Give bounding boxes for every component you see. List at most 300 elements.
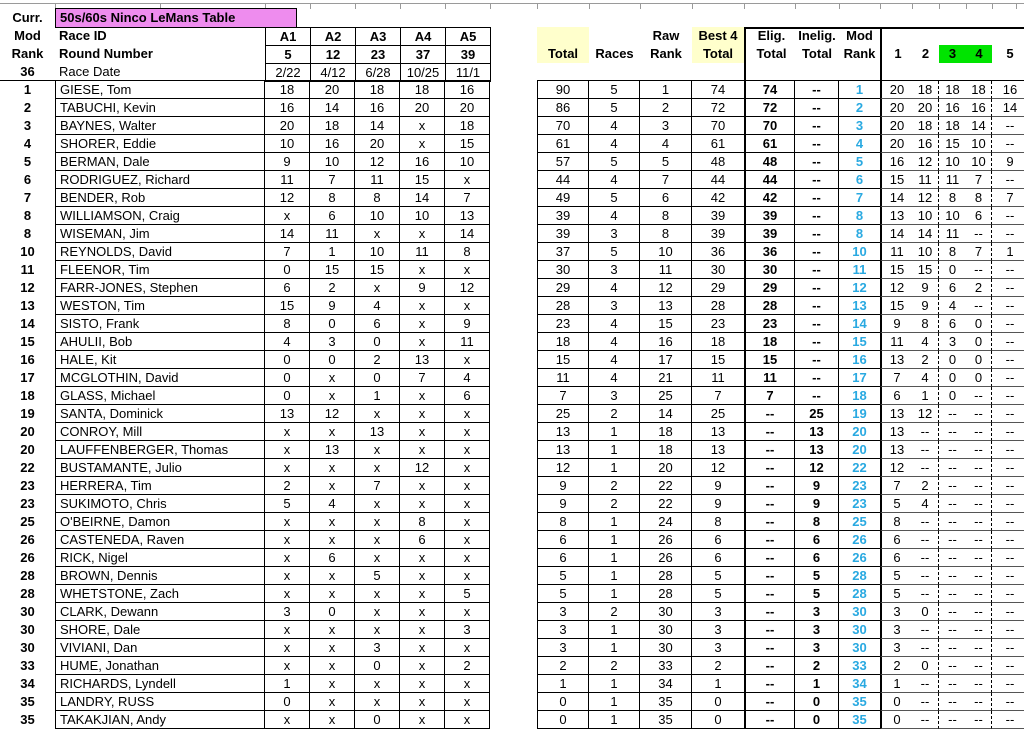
cell-race-score-a5[interactable]: 3 bbox=[445, 621, 490, 639]
cell-sorted-2[interactable]: 11 bbox=[912, 171, 939, 189]
cell-sorted-5[interactable]: -- bbox=[992, 315, 1024, 333]
cell-race-score-a1[interactable]: 20 bbox=[265, 117, 310, 135]
cell-race-score-a4[interactable]: x bbox=[400, 549, 445, 567]
cell-racer-name[interactable]: TAKAKJIAN, Andy bbox=[55, 711, 265, 729]
cell-sorted-5[interactable]: -- bbox=[992, 171, 1024, 189]
cell-sorted-5[interactable]: -- bbox=[992, 135, 1024, 153]
cell-sorted-4[interactable]: 16 bbox=[966, 99, 992, 117]
cell-racer-name[interactable]: MCGLOTHIN, David bbox=[55, 369, 265, 387]
cell-racer-name[interactable]: CLARK, Dewann bbox=[55, 603, 265, 621]
cell-inelig-total[interactable]: 5 bbox=[795, 585, 839, 603]
cell-racer-name[interactable]: WHETSTONE, Zach bbox=[55, 585, 265, 603]
cell-sorted-2[interactable]: 0 bbox=[912, 603, 939, 621]
cell-race-score-a4[interactable]: 18 bbox=[400, 81, 445, 99]
cell-elig-total[interactable]: 74 bbox=[744, 81, 795, 99]
cell-race-score-a4[interactable]: x bbox=[400, 387, 445, 405]
cell-raw-rank[interactable]: 13 bbox=[640, 297, 692, 315]
cell-elig-total[interactable]: -- bbox=[744, 711, 795, 729]
cell-race-score-a3[interactable]: 0 bbox=[355, 711, 400, 729]
cell-race-score-a3[interactable]: x bbox=[355, 441, 400, 459]
cell-race-score-a1[interactable]: 12 bbox=[265, 189, 310, 207]
cell-sorted-4[interactable]: -- bbox=[966, 711, 992, 729]
cell-race-score-a1[interactable]: x bbox=[265, 567, 310, 585]
cell-race-score-a5[interactable]: x bbox=[445, 261, 490, 279]
cell-total[interactable]: 25 bbox=[537, 405, 589, 423]
cell-best4-total[interactable]: 48 bbox=[692, 153, 744, 171]
cell-best4-total[interactable]: 29 bbox=[692, 279, 744, 297]
cell-sorted-4[interactable]: 6 bbox=[966, 207, 992, 225]
cell-best4-total[interactable]: 15 bbox=[692, 351, 744, 369]
cell-race-score-a3[interactable]: 15 bbox=[355, 261, 400, 279]
cell-sorted-2[interactable]: -- bbox=[912, 423, 939, 441]
cell-elig-total[interactable]: -- bbox=[744, 657, 795, 675]
cell-race-score-a4[interactable]: 15 bbox=[400, 171, 445, 189]
cell-raw-rank[interactable]: 28 bbox=[640, 585, 692, 603]
cell-total[interactable]: 7 bbox=[537, 387, 589, 405]
cell-sorted-5[interactable]: -- bbox=[992, 675, 1024, 693]
cell-sorted-5[interactable]: 14 bbox=[992, 99, 1024, 117]
cell-sorted-2[interactable]: -- bbox=[912, 513, 939, 531]
cell-race-score-a5[interactable]: 10 bbox=[445, 153, 490, 171]
cell-sorted-3[interactable]: 0 bbox=[939, 369, 966, 387]
cell-sorted-5[interactable]: -- bbox=[992, 693, 1024, 711]
mod-rank-header[interactable]: Mod bbox=[846, 28, 873, 43]
cell-rank[interactable]: 1 bbox=[23, 82, 32, 97]
cell-mod-rank[interactable]: 30 bbox=[839, 639, 880, 657]
cell-rank[interactable]: 25 bbox=[20, 514, 35, 529]
cell-race-score-a2[interactable]: x bbox=[310, 477, 355, 495]
cell-races[interactable]: 1 bbox=[589, 693, 640, 711]
cell-race-score-a4[interactable]: 7 bbox=[400, 369, 445, 387]
cell-mod-rank[interactable]: 15 bbox=[839, 333, 880, 351]
cell-total[interactable]: 3 bbox=[537, 621, 589, 639]
cell-race-score-a4[interactable]: x bbox=[400, 261, 445, 279]
cell-races[interactable]: 1 bbox=[589, 585, 640, 603]
raw-rank-header[interactable]: Raw bbox=[652, 28, 680, 43]
cell-sorted-2[interactable]: -- bbox=[912, 675, 939, 693]
cell-total[interactable]: 9 bbox=[537, 477, 589, 495]
cell-best4-total[interactable]: 3 bbox=[692, 621, 744, 639]
cell-race-score-a1[interactable]: 0 bbox=[265, 369, 310, 387]
cell-raw-rank[interactable]: 26 bbox=[640, 549, 692, 567]
cell-race-score-a4[interactable]: x bbox=[400, 477, 445, 495]
cell-racer-name[interactable]: RICK, Nigel bbox=[55, 549, 265, 567]
cell-race-score-a2[interactable]: 6 bbox=[310, 549, 355, 567]
cell-raw-rank[interactable]: 16 bbox=[640, 333, 692, 351]
cell-racer-name[interactable]: GIESE, Tom bbox=[55, 81, 265, 99]
cell-race-score-a5[interactable]: x bbox=[445, 531, 490, 549]
cell-sorted-2[interactable]: 2 bbox=[912, 477, 939, 495]
cell-inelig-total[interactable]: 25 bbox=[795, 405, 839, 423]
cell-total[interactable]: 18 bbox=[537, 333, 589, 351]
cell-raw-rank[interactable]: 18 bbox=[640, 441, 692, 459]
cell-race-score-a4[interactable]: x bbox=[400, 621, 445, 639]
cell-total[interactable]: 39 bbox=[537, 225, 589, 243]
cell-racer-name[interactable]: CONROY, Mill bbox=[55, 423, 265, 441]
cell-mod-rank[interactable]: 16 bbox=[839, 351, 880, 369]
cell-race-score-a3[interactable]: x bbox=[355, 405, 400, 423]
cell-sorted-5[interactable]: -- bbox=[992, 225, 1024, 243]
cell-race-score-a4[interactable]: x bbox=[400, 423, 445, 441]
cell-best4-total[interactable]: 0 bbox=[692, 711, 744, 729]
cell-race-score-a1[interactable]: 8 bbox=[265, 315, 310, 333]
cell-inelig-total[interactable]: 3 bbox=[795, 621, 839, 639]
best4-header[interactable]: Best 4 bbox=[698, 28, 738, 43]
cell-raw-rank[interactable]: 35 bbox=[640, 711, 692, 729]
cell-race-score-a1[interactable]: x bbox=[265, 423, 310, 441]
cell-races[interactable]: 4 bbox=[589, 117, 640, 135]
cell-elig-total[interactable]: 39 bbox=[744, 207, 795, 225]
cell-sorted-1[interactable]: 13 bbox=[880, 207, 912, 225]
cell-inelig-total[interactable]: -- bbox=[795, 333, 839, 351]
cell-races[interactable]: 5 bbox=[589, 153, 640, 171]
cell-sorted-1[interactable]: 12 bbox=[880, 459, 912, 477]
cell-racer-name[interactable]: FARR-JONES, Stephen bbox=[55, 279, 265, 297]
cell-sorted-2[interactable]: -- bbox=[912, 549, 939, 567]
cell-mod-rank[interactable]: 33 bbox=[839, 657, 880, 675]
cell-total[interactable]: 23 bbox=[537, 315, 589, 333]
cell-races[interactable]: 2 bbox=[589, 603, 640, 621]
cell-rank[interactable]: 19 bbox=[20, 406, 35, 421]
cell-race-score-a4[interactable]: x bbox=[400, 639, 445, 657]
cell-races[interactable]: 4 bbox=[589, 279, 640, 297]
cell-race-score-a4[interactable]: 16 bbox=[400, 153, 445, 171]
cell-sorted-5[interactable]: -- bbox=[992, 639, 1024, 657]
cell-total[interactable]: 30 bbox=[537, 261, 589, 279]
cell-sorted-1[interactable]: 20 bbox=[880, 99, 912, 117]
cell-best4-total[interactable]: 74 bbox=[692, 81, 744, 99]
cell-raw-rank[interactable]: 2 bbox=[640, 99, 692, 117]
cell-races[interactable]: 2 bbox=[589, 477, 640, 495]
cell-elig-total[interactable]: 15 bbox=[744, 351, 795, 369]
cell-best4-total[interactable]: 28 bbox=[692, 297, 744, 315]
cell-mod-rank[interactable]: 10 bbox=[839, 243, 880, 261]
cell-raw-rank[interactable]: 28 bbox=[640, 567, 692, 585]
cell-mod-rank[interactable]: 8 bbox=[839, 225, 880, 243]
cell-rank[interactable]: 4 bbox=[23, 136, 32, 151]
cell-race-score-a5[interactable]: x bbox=[445, 549, 490, 567]
cell-rank[interactable]: 2 bbox=[23, 100, 32, 115]
cell-rank[interactable]: 26 bbox=[20, 532, 35, 547]
cell-sorted-2[interactable]: 15 bbox=[912, 261, 939, 279]
cell-sorted-3[interactable]: 0 bbox=[939, 387, 966, 405]
cell-elig-total[interactable]: 72 bbox=[744, 99, 795, 117]
cell-race-score-a5[interactable]: 15 bbox=[445, 135, 490, 153]
cell-race-score-a5[interactable]: x bbox=[445, 351, 490, 369]
cell-best4-total[interactable]: 39 bbox=[692, 225, 744, 243]
cell-elig-total[interactable]: 18 bbox=[744, 333, 795, 351]
cell-rank[interactable]: 26 bbox=[20, 550, 35, 565]
cell-sorted-4[interactable]: 8 bbox=[966, 189, 992, 207]
cell-total[interactable]: 6 bbox=[537, 549, 589, 567]
cell-rank[interactable]: 35 bbox=[20, 712, 35, 727]
cell-elig-total[interactable]: -- bbox=[744, 603, 795, 621]
cell-race-score-a1[interactable]: 10 bbox=[265, 135, 310, 153]
cell-race-score-a5[interactable]: x bbox=[445, 675, 490, 693]
cell-best4-total[interactable]: 5 bbox=[692, 567, 744, 585]
cell-total[interactable]: 5 bbox=[537, 585, 589, 603]
cell-raw-rank[interactable]: 10 bbox=[640, 243, 692, 261]
cell-race-score-a2[interactable]: 20 bbox=[310, 81, 355, 99]
cell-elig-total[interactable]: 44 bbox=[744, 171, 795, 189]
cell-race-score-a1[interactable]: 4 bbox=[265, 333, 310, 351]
cell-sorted-4[interactable]: 0 bbox=[966, 369, 992, 387]
cell-elig-total[interactable]: -- bbox=[744, 531, 795, 549]
cell-race-score-a2[interactable]: 10 bbox=[310, 153, 355, 171]
cell-raw-rank[interactable]: 22 bbox=[640, 477, 692, 495]
cell-elig-total[interactable]: -- bbox=[744, 585, 795, 603]
cell-races[interactable]: 3 bbox=[589, 225, 640, 243]
inelig-header[interactable]: Inelig. bbox=[798, 28, 836, 43]
cell-rank[interactable]: 30 bbox=[20, 604, 35, 619]
cell-sorted-3[interactable]: 3 bbox=[939, 333, 966, 351]
cell-race-score-a2[interactable]: 1 bbox=[310, 243, 355, 261]
cell-sorted-2[interactable]: 9 bbox=[912, 279, 939, 297]
cell-race-score-a1[interactable]: 18 bbox=[265, 81, 310, 99]
cell-elig-total[interactable]: 28 bbox=[744, 297, 795, 315]
cell-sorted-4[interactable]: 0 bbox=[966, 333, 992, 351]
cell-inelig-total[interactable]: -- bbox=[795, 351, 839, 369]
cell-race-score-a3[interactable]: x bbox=[355, 225, 400, 243]
cell-race-score-a2[interactable]: x bbox=[310, 369, 355, 387]
sorted-col-header-3[interactable]: 3 bbox=[939, 45, 966, 63]
cell-race-score-a2[interactable]: x bbox=[310, 423, 355, 441]
cell-race-score-a5[interactable]: 11 bbox=[445, 333, 490, 351]
cell-mod-rank[interactable]: 12 bbox=[839, 279, 880, 297]
cell-inelig-total[interactable]: 12 bbox=[795, 459, 839, 477]
cell-sorted-5[interactable]: -- bbox=[992, 513, 1024, 531]
cell-inelig-total[interactable]: 6 bbox=[795, 531, 839, 549]
cell-best4-total[interactable]: 11 bbox=[692, 369, 744, 387]
cell-race-score-a5[interactable]: x bbox=[445, 639, 490, 657]
cell-sorted-3[interactable]: 0 bbox=[939, 351, 966, 369]
round-number-cell[interactable]: 37 bbox=[401, 46, 446, 64]
cell-total[interactable]: 90 bbox=[537, 81, 589, 99]
cell-race-score-a5[interactable]: 5 bbox=[445, 585, 490, 603]
cell-sorted-4[interactable]: 14 bbox=[966, 117, 992, 135]
cell-race-score-a2[interactable]: 18 bbox=[310, 117, 355, 135]
cell-inelig-total[interactable]: 9 bbox=[795, 477, 839, 495]
cell-races[interactable]: 2 bbox=[589, 657, 640, 675]
cell-race-score-a2[interactable]: 3 bbox=[310, 333, 355, 351]
cell-raw-rank[interactable]: 8 bbox=[640, 207, 692, 225]
cell-raw-rank[interactable]: 30 bbox=[640, 603, 692, 621]
cell-mod-rank[interactable]: 14 bbox=[839, 315, 880, 333]
cell-racer-name[interactable]: SISTO, Frank bbox=[55, 315, 265, 333]
cell-sorted-1[interactable]: 6 bbox=[880, 549, 912, 567]
cell-sorted-5[interactable]: -- bbox=[992, 603, 1024, 621]
cell-inelig-total[interactable]: -- bbox=[795, 279, 839, 297]
cell-sorted-1[interactable]: 5 bbox=[880, 567, 912, 585]
cell-racer-name[interactable]: BENDER, Rob bbox=[55, 189, 265, 207]
race-id-cell[interactable]: A3 bbox=[356, 28, 401, 46]
cell-race-score-a1[interactable]: 0 bbox=[265, 387, 310, 405]
cell-races[interactable]: 1 bbox=[589, 675, 640, 693]
cell-sorted-1[interactable]: 11 bbox=[880, 333, 912, 351]
cell-sorted-1[interactable]: 0 bbox=[880, 711, 912, 729]
cell-best4-total[interactable]: 7 bbox=[692, 387, 744, 405]
cell-sorted-1[interactable]: 12 bbox=[880, 279, 912, 297]
cell-race-score-a3[interactable]: 3 bbox=[355, 639, 400, 657]
cell-sorted-3[interactable]: 16 bbox=[939, 99, 966, 117]
cell-sorted-1[interactable]: 13 bbox=[880, 423, 912, 441]
cell-raw-rank[interactable]: 15 bbox=[640, 315, 692, 333]
cell-elig-total[interactable]: 36 bbox=[744, 243, 795, 261]
cell-best4-total[interactable]: 44 bbox=[692, 171, 744, 189]
cell-race-score-a3[interactable]: x bbox=[355, 459, 400, 477]
cell-mod-rank[interactable]: 7 bbox=[839, 189, 880, 207]
cell-inelig-total[interactable]: 13 bbox=[795, 441, 839, 459]
cell-rank[interactable]: 7 bbox=[23, 190, 32, 205]
cell-raw-rank[interactable]: 24 bbox=[640, 513, 692, 531]
cell-best4-total[interactable]: 6 bbox=[692, 531, 744, 549]
cell-sorted-3[interactable]: 6 bbox=[939, 315, 966, 333]
cell-sorted-5[interactable]: -- bbox=[992, 297, 1024, 315]
cell-race-score-a3[interactable]: 10 bbox=[355, 243, 400, 261]
total-header[interactable]: Total bbox=[547, 46, 579, 61]
cell-inelig-total[interactable]: -- bbox=[795, 261, 839, 279]
cell-races[interactable]: 1 bbox=[589, 639, 640, 657]
cell-race-score-a5[interactable]: x bbox=[445, 459, 490, 477]
cell-race-score-a1[interactable]: 5 bbox=[265, 495, 310, 513]
cell-race-score-a4[interactable]: x bbox=[400, 297, 445, 315]
cell-racer-name[interactable]: BUSTAMANTE, Julio bbox=[55, 459, 265, 477]
cell-races[interactable]: 5 bbox=[589, 99, 640, 117]
cell-races[interactable]: 4 bbox=[589, 171, 640, 189]
cell-race-score-a4[interactable]: 11 bbox=[400, 243, 445, 261]
cell-race-score-a2[interactable]: x bbox=[310, 585, 355, 603]
cell-mod-rank[interactable]: 22 bbox=[839, 459, 880, 477]
cell-sorted-5[interactable]: -- bbox=[992, 279, 1024, 297]
cell-racer-name[interactable]: BAYNES, Walter bbox=[55, 117, 265, 135]
cell-race-score-a2[interactable]: x bbox=[310, 711, 355, 729]
cell-rank[interactable]: 22 bbox=[20, 460, 35, 475]
mod-rank-header-2[interactable]: Rank bbox=[843, 46, 876, 61]
cell-race-score-a4[interactable]: 14 bbox=[400, 189, 445, 207]
cell-mod-rank[interactable]: 20 bbox=[839, 441, 880, 459]
cell-sorted-2[interactable]: 12 bbox=[912, 405, 939, 423]
cell-sorted-4[interactable]: 7 bbox=[966, 243, 992, 261]
cell-race-score-a4[interactable]: 13 bbox=[400, 351, 445, 369]
cell-rank[interactable]: 13 bbox=[20, 298, 35, 313]
cell-mod-rank[interactable]: 17 bbox=[839, 369, 880, 387]
cell-total[interactable]: 13 bbox=[537, 423, 589, 441]
cell-elig-total[interactable]: 61 bbox=[744, 135, 795, 153]
cell-race-score-a2[interactable]: 7 bbox=[310, 171, 355, 189]
cell-race-score-a2[interactable]: x bbox=[310, 513, 355, 531]
cell-sorted-1[interactable]: 13 bbox=[880, 405, 912, 423]
cell-best4-total[interactable]: 42 bbox=[692, 189, 744, 207]
cell-elig-total[interactable]: -- bbox=[744, 621, 795, 639]
cell-mod-rank[interactable]: 5 bbox=[839, 153, 880, 171]
cell-races[interactable]: 2 bbox=[589, 405, 640, 423]
cell-mod-rank[interactable]: 26 bbox=[839, 531, 880, 549]
cell-racer-name[interactable]: SHORE, Dale bbox=[55, 621, 265, 639]
cell-race-score-a5[interactable]: 18 bbox=[445, 117, 490, 135]
cell-rank[interactable]: 23 bbox=[20, 478, 35, 493]
cell-sorted-2[interactable]: 16 bbox=[912, 135, 939, 153]
cell-race-score-a3[interactable]: 10 bbox=[355, 207, 400, 225]
cell-sorted-1[interactable]: 20 bbox=[880, 81, 912, 99]
cell-sorted-1[interactable]: 8 bbox=[880, 513, 912, 531]
cell-race-score-a3[interactable]: x bbox=[355, 603, 400, 621]
cell-best4-total[interactable]: 0 bbox=[692, 693, 744, 711]
cell-sorted-4[interactable]: 7 bbox=[966, 171, 992, 189]
cell-sorted-2[interactable]: 10 bbox=[912, 207, 939, 225]
cell-sorted-5[interactable]: -- bbox=[992, 387, 1024, 405]
cell-best4-total[interactable]: 5 bbox=[692, 585, 744, 603]
cell-race-score-a5[interactable]: 6 bbox=[445, 387, 490, 405]
cell-elig-total[interactable]: -- bbox=[744, 567, 795, 585]
cell-sorted-4[interactable]: 10 bbox=[966, 135, 992, 153]
cell-race-score-a2[interactable]: x bbox=[310, 657, 355, 675]
cell-sorted-3[interactable]: 18 bbox=[939, 81, 966, 99]
cell-mod-rank[interactable]: 6 bbox=[839, 171, 880, 189]
cell-racer-name[interactable]: WESTON, Tim bbox=[55, 297, 265, 315]
cell-elig-total[interactable]: -- bbox=[744, 423, 795, 441]
cell-race-score-a5[interactable]: 7 bbox=[445, 189, 490, 207]
cell-raw-rank[interactable]: 30 bbox=[640, 639, 692, 657]
cell-raw-rank[interactable]: 1 bbox=[640, 81, 692, 99]
cell-race-score-a2[interactable]: 12 bbox=[310, 405, 355, 423]
cell-raw-rank[interactable]: 18 bbox=[640, 423, 692, 441]
cell-rank[interactable]: 15 bbox=[20, 334, 35, 349]
raw-rank-header-2[interactable]: Rank bbox=[650, 46, 682, 61]
cell-race-score-a5[interactable]: 16 bbox=[445, 81, 490, 99]
cell-races[interactable]: 1 bbox=[589, 513, 640, 531]
cell-sorted-4[interactable]: 0 bbox=[966, 351, 992, 369]
cell-races[interactable]: 3 bbox=[589, 261, 640, 279]
cell-total[interactable]: 3 bbox=[537, 639, 589, 657]
cell-inelig-total[interactable]: -- bbox=[795, 189, 839, 207]
cell-race-score-a1[interactable]: 2 bbox=[265, 477, 310, 495]
cell-race-score-a5[interactable]: 12 bbox=[445, 279, 490, 297]
cell-best4-total[interactable]: 23 bbox=[692, 315, 744, 333]
cell-sorted-1[interactable]: 15 bbox=[880, 171, 912, 189]
cell-inelig-total[interactable]: -- bbox=[795, 369, 839, 387]
cell-rank[interactable]: 34 bbox=[20, 676, 35, 691]
cell-raw-rank[interactable]: 25 bbox=[640, 387, 692, 405]
cell-racer-name[interactable]: WILLIAMSON, Craig bbox=[55, 207, 265, 225]
cell-sorted-3[interactable]: -- bbox=[939, 657, 966, 675]
cell-elig-total[interactable]: 39 bbox=[744, 225, 795, 243]
cell-elig-total[interactable]: -- bbox=[744, 441, 795, 459]
cell-race-score-a3[interactable]: 0 bbox=[355, 369, 400, 387]
cell-race-score-a5[interactable]: 20 bbox=[445, 99, 490, 117]
cell-race-score-a2[interactable]: 4 bbox=[310, 495, 355, 513]
races-header[interactable]: Races bbox=[595, 46, 634, 61]
cell-rank[interactable]: 3 bbox=[23, 118, 32, 133]
cell-total[interactable]: 15 bbox=[537, 351, 589, 369]
cell-best4-total[interactable]: 30 bbox=[692, 261, 744, 279]
cell-total[interactable]: 0 bbox=[537, 693, 589, 711]
cell-best4-total[interactable]: 18 bbox=[692, 333, 744, 351]
cell-elig-total[interactable]: -- bbox=[744, 549, 795, 567]
cell-racer-name[interactable]: SUKIMOTO, Chris bbox=[55, 495, 265, 513]
cell-racer-name[interactable]: TABUCHI, Kevin bbox=[55, 99, 265, 117]
cell-rank[interactable]: 28 bbox=[20, 586, 35, 601]
cell-race-score-a2[interactable]: 8 bbox=[310, 189, 355, 207]
cell-race-score-a2[interactable]: 0 bbox=[310, 315, 355, 333]
cell-race-score-a5[interactable]: 9 bbox=[445, 315, 490, 333]
cell-race-score-a2[interactable]: x bbox=[310, 639, 355, 657]
cell-inelig-total[interactable]: -- bbox=[795, 99, 839, 117]
cell-race-score-a4[interactable]: 12 bbox=[400, 459, 445, 477]
cell-sorted-3[interactable]: -- bbox=[939, 477, 966, 495]
cell-race-score-a5[interactable]: x bbox=[445, 423, 490, 441]
cell-sorted-1[interactable]: 11 bbox=[880, 243, 912, 261]
race-date-cell[interactable]: 6/28 bbox=[356, 64, 401, 82]
